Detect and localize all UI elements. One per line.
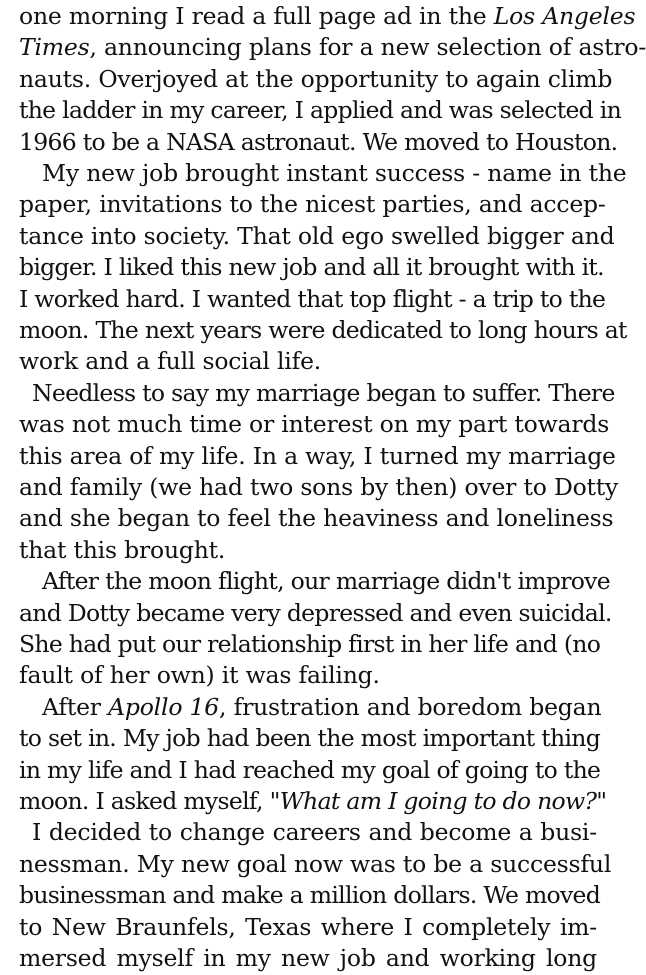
text-segment: one morning I read a full page ad in the: [19, 2, 494, 30]
text-segment: to New Braunfels, Texas where I completely im-: [19, 912, 597, 941]
text-line: [32, 817, 597, 848]
text-line: [19, 284, 606, 315]
text-line: [19, 880, 601, 911]
text-line: [19, 755, 601, 786]
text-line: [19, 660, 597, 691]
text-segment: fault of her own) it was failing.: [19, 661, 380, 690]
text-line: [19, 221, 615, 252]
text-segment: and family (we had two sons by then) over to Dotty: [19, 473, 619, 501]
text-segment: Needless to say my marriage began to suffer. There: [32, 378, 615, 407]
text-segment: nessman. My new goal now was to be a successful: [19, 849, 612, 878]
text-line: [19, 629, 601, 660]
text-segment: moon. The next years were dedicated to long hours at: [19, 316, 627, 344]
text-segment: My new job brought instant success - name in the: [42, 159, 627, 187]
text-segment: moon. I asked myself,: [19, 787, 270, 815]
text-line: [19, 315, 627, 346]
text-line: [19, 849, 612, 880]
text-line: [19, 127, 618, 158]
text-segment: I decided to change careers and become a busi-: [32, 818, 597, 847]
text-segment: paper, invitations to the nicest parties, and accep-: [19, 190, 606, 219]
text-line: [42, 566, 610, 597]
text-line: [42, 158, 627, 189]
text-line: [19, 1, 636, 32]
text-segment: mersed myself in my new job and working long: [19, 944, 597, 972]
italic-text: Los Angeles: [493, 2, 636, 30]
text-segment: , frustration and boredom began: [219, 692, 602, 721]
text-segment: After: [42, 692, 109, 721]
text-segment: , announcing plans for a new selection of astro-: [89, 33, 646, 62]
text-line: [19, 535, 597, 566]
text-line: [19, 598, 612, 629]
text-line: [19, 252, 604, 283]
italic-text: "What am I going to do now?": [269, 787, 607, 815]
text-line: [19, 503, 614, 534]
text-segment: this area of my life. In a way, I turned my marriage: [19, 441, 616, 470]
text-segment: She had put our relationship first in her life and (no: [19, 630, 601, 658]
text-line: [19, 346, 597, 377]
text-segment: nauts. Overjoyed at the opportunity to again climb: [19, 64, 613, 93]
italic-text: Times: [19, 33, 90, 62]
text-segment: work and a full social life.: [19, 347, 322, 376]
text-line: [19, 32, 646, 63]
text-segment: was not much time or interest on my part towards: [19, 410, 610, 439]
text-line: [19, 441, 616, 472]
text-line: [19, 723, 601, 754]
text-line: [32, 378, 615, 409]
text-line: [19, 189, 606, 220]
text-segment: the ladder in my career, I applied and was selected in: [19, 96, 622, 125]
text-segment: businessman and make a million dollars. We moved: [19, 881, 601, 910]
text-segment: and she began to feel the heaviness and loneliness: [19, 504, 614, 533]
text-line: [19, 95, 622, 126]
text-segment: After the moon flight, our marriage didn't improve: [42, 567, 610, 596]
text-segment: in my life and I had reached my goal of going to the: [19, 755, 601, 784]
text-segment: and Dotty became very depressed and even suicidal.: [19, 598, 612, 627]
text-segment: to set in. My job had been the most important thing: [19, 724, 601, 753]
text-line: [19, 912, 597, 943]
text-line: [19, 786, 607, 817]
text-line: [42, 692, 602, 723]
text-line: [19, 943, 597, 974]
text-segment: I worked hard. I wanted that top flight - a trip to the: [19, 284, 606, 313]
text-segment: tance into society. That old ego swelled bigger and: [19, 221, 615, 250]
text-line: [19, 472, 619, 503]
text-segment: bigger. I liked this new job and all it brought with it.: [19, 253, 604, 282]
text-segment: that this brought.: [19, 535, 226, 564]
italic-text: Apollo 16: [108, 692, 220, 721]
text-line: [19, 409, 610, 440]
text-segment: 1966 to be a NASA astronaut. We moved to Houston.: [19, 127, 618, 156]
text-line: [19, 64, 613, 95]
